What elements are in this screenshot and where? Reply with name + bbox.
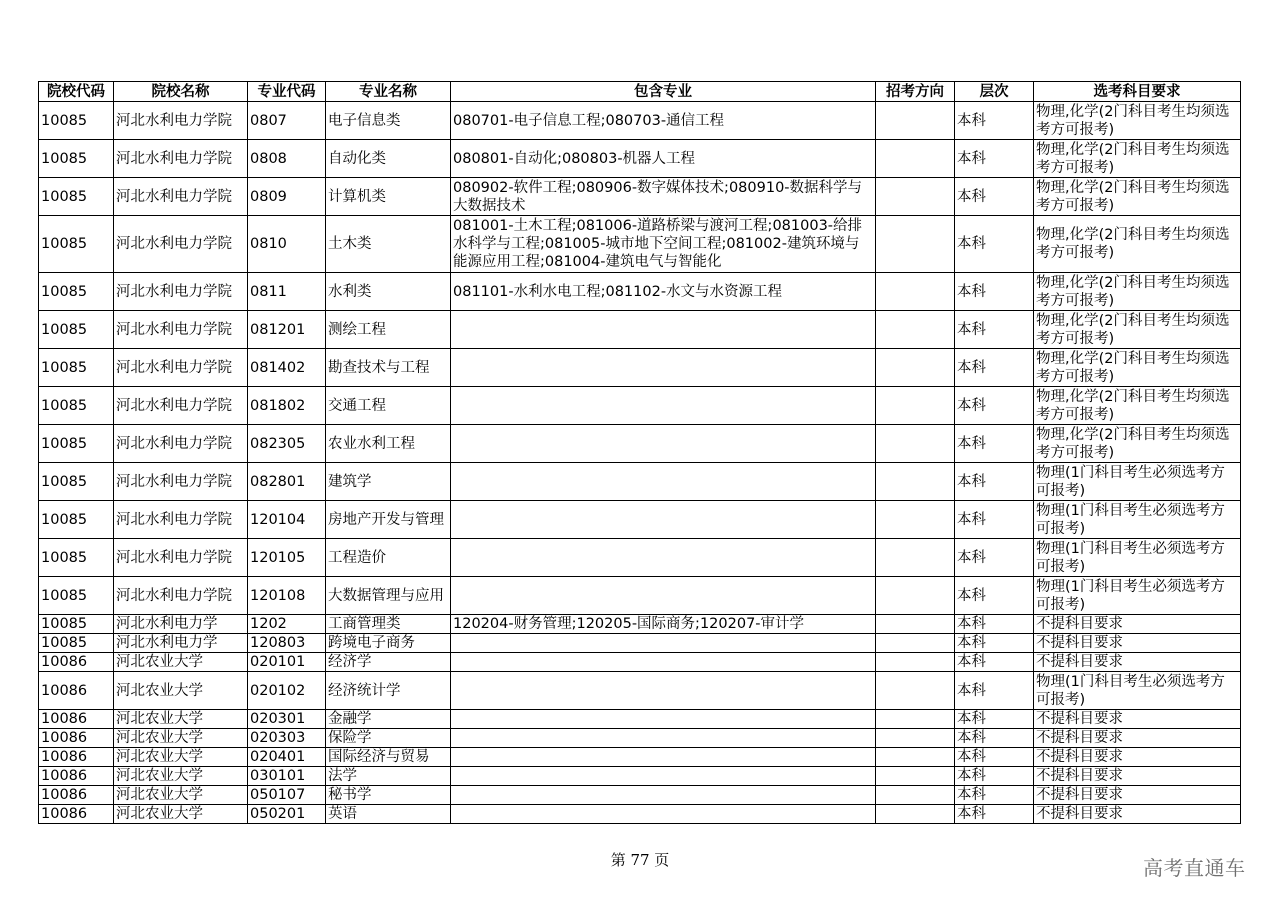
table-row xyxy=(39,653,1241,672)
cell-included-majors xyxy=(451,539,876,577)
cell-school-code: 10085 xyxy=(39,425,114,463)
cell-level: 本科 xyxy=(955,463,1034,501)
cell-major-code: 120104 xyxy=(248,501,326,539)
cell-major-name: 工商管理类 xyxy=(326,615,451,634)
cell-major-code: 020102 xyxy=(248,672,326,710)
cell-school-name: 河北水利电力学院 xyxy=(114,425,248,463)
cell-direction xyxy=(876,653,955,672)
cell-major-code: 020401 xyxy=(248,748,326,767)
cell-included-majors: 080701-电子信息工程;080703-通信工程 xyxy=(451,102,876,140)
cell-subject-requirement: 不提科目要求 xyxy=(1034,786,1241,805)
cell-included-majors xyxy=(451,786,876,805)
cell-school-name: 河北水利电力学院 xyxy=(114,102,248,140)
cell-direction xyxy=(876,102,955,140)
cell-school-name: 河北农业大学 xyxy=(114,729,248,748)
table-row xyxy=(39,425,1241,463)
cell-major-name: 水利类 xyxy=(326,273,451,311)
cell-major-code: 081402 xyxy=(248,349,326,387)
page-number: 第 77 页 xyxy=(610,851,670,869)
cell-major-name: 跨境电子商务 xyxy=(326,634,451,653)
cell-school-code: 10085 xyxy=(39,349,114,387)
cell-major-code: 081802 xyxy=(248,387,326,425)
cell-level: 本科 xyxy=(955,539,1034,577)
cell-included-majors xyxy=(451,729,876,748)
cell-school-code: 10086 xyxy=(39,805,114,824)
cell-major-code: 120803 xyxy=(248,634,326,653)
cell-school-name: 河北农业大学 xyxy=(114,710,248,729)
table-row xyxy=(39,577,1241,615)
cell-direction xyxy=(876,463,955,501)
cell-school-code: 10086 xyxy=(39,710,114,729)
cell-level: 本科 xyxy=(955,577,1034,615)
cell-major-name: 秘书学 xyxy=(326,786,451,805)
cell-level: 本科 xyxy=(955,615,1034,634)
cell-included-majors xyxy=(451,311,876,349)
table-row xyxy=(39,634,1241,653)
cell-direction xyxy=(876,729,955,748)
table-row xyxy=(39,216,1241,273)
cell-major-code: 082305 xyxy=(248,425,326,463)
cell-subject-requirement: 不提科目要求 xyxy=(1034,710,1241,729)
table-row xyxy=(39,672,1241,710)
cell-major-code: 020101 xyxy=(248,653,326,672)
table-row xyxy=(39,615,1241,634)
cell-level: 本科 xyxy=(955,672,1034,710)
cell-major-code: 0810 xyxy=(248,216,326,273)
cell-school-name: 河北水利电力学院 xyxy=(114,539,248,577)
cell-school-name: 河北农业大学 xyxy=(114,748,248,767)
cell-school-name: 河北农业大学 xyxy=(114,653,248,672)
cell-direction xyxy=(876,539,955,577)
cell-level: 本科 xyxy=(955,273,1034,311)
cell-subject-requirement: 不提科目要求 xyxy=(1034,729,1241,748)
cell-subject-requirement: 不提科目要求 xyxy=(1034,615,1241,634)
cell-school-code: 10086 xyxy=(39,672,114,710)
cell-level: 本科 xyxy=(955,311,1034,349)
cell-school-code: 10085 xyxy=(39,273,114,311)
cell-major-name: 法学 xyxy=(326,767,451,786)
cell-school-name: 河北水利电力学院 xyxy=(114,216,248,273)
cell-direction xyxy=(876,178,955,216)
cell-level: 本科 xyxy=(955,102,1034,140)
cell-direction xyxy=(876,710,955,729)
table-row xyxy=(39,349,1241,387)
cell-included-majors xyxy=(451,463,876,501)
cell-school-name: 河北水利电力学院 xyxy=(114,178,248,216)
cell-included-majors xyxy=(451,710,876,729)
cell-direction xyxy=(876,748,955,767)
table-row xyxy=(39,786,1241,805)
cell-major-name: 房地产开发与管理 xyxy=(326,501,451,539)
cell-major-code: 082801 xyxy=(248,463,326,501)
table-row xyxy=(39,463,1241,501)
table-body xyxy=(39,102,1241,824)
cell-school-code: 10085 xyxy=(39,178,114,216)
cell-included-majors xyxy=(451,577,876,615)
table-row xyxy=(39,102,1241,140)
cell-school-code: 10085 xyxy=(39,216,114,273)
header-level: 层次 xyxy=(955,82,1034,102)
cell-subject-requirement: 物理,化学(2门科目考生均须选考方可报考) xyxy=(1034,216,1241,273)
cell-level: 本科 xyxy=(955,805,1034,824)
cell-direction xyxy=(876,634,955,653)
cell-level: 本科 xyxy=(955,634,1034,653)
cell-school-code: 10086 xyxy=(39,729,114,748)
cell-major-name: 电子信息类 xyxy=(326,102,451,140)
header-row xyxy=(39,82,1241,102)
header-school-code: 院校代码 xyxy=(39,82,114,102)
cell-major-code: 0809 xyxy=(248,178,326,216)
cell-major-name: 建筑学 xyxy=(326,463,451,501)
cell-major-code: 0808 xyxy=(248,140,326,178)
cell-level: 本科 xyxy=(955,710,1034,729)
cell-level: 本科 xyxy=(955,349,1034,387)
cell-school-code: 10085 xyxy=(39,634,114,653)
cell-major-code: 1202 xyxy=(248,615,326,634)
cell-direction xyxy=(876,349,955,387)
cell-direction xyxy=(876,273,955,311)
table-row xyxy=(39,729,1241,748)
cell-school-code: 10085 xyxy=(39,102,114,140)
cell-included-majors xyxy=(451,672,876,710)
cell-school-name: 河北水利电力学院 xyxy=(114,463,248,501)
cell-school-name: 河北水利电力学院 xyxy=(114,577,248,615)
cell-major-name: 英语 xyxy=(326,805,451,824)
cell-school-code: 10086 xyxy=(39,748,114,767)
header-subject-requirement: 选考科目要求 xyxy=(1034,82,1241,102)
cell-major-code: 020301 xyxy=(248,710,326,729)
cell-direction xyxy=(876,216,955,273)
cell-major-name: 大数据管理与应用 xyxy=(326,577,451,615)
cell-school-name: 河北农业大学 xyxy=(114,805,248,824)
cell-subject-requirement: 物理,化学(2门科目考生均须选考方可报考) xyxy=(1034,311,1241,349)
cell-major-code: 020303 xyxy=(248,729,326,748)
cell-included-majors xyxy=(451,387,876,425)
cell-school-name: 河北水利电力学 xyxy=(114,615,248,634)
cell-school-name: 河北水利电力学院 xyxy=(114,140,248,178)
cell-major-code: 0811 xyxy=(248,273,326,311)
cell-major-code: 050201 xyxy=(248,805,326,824)
table-row xyxy=(39,178,1241,216)
cell-school-name: 河北水利电力学院 xyxy=(114,349,248,387)
cell-included-majors xyxy=(451,425,876,463)
cell-major-code: 030101 xyxy=(248,767,326,786)
cell-major-code: 0807 xyxy=(248,102,326,140)
cell-school-code: 10085 xyxy=(39,501,114,539)
cell-direction xyxy=(876,805,955,824)
cell-subject-requirement: 物理,化学(2门科目考生均须选考方可报考) xyxy=(1034,273,1241,311)
header-major-code: 专业代码 xyxy=(248,82,326,102)
cell-level: 本科 xyxy=(955,786,1034,805)
admissions-table xyxy=(38,81,1241,824)
cell-school-name: 河北水利电力学院 xyxy=(114,311,248,349)
cell-major-name: 土木类 xyxy=(326,216,451,273)
cell-subject-requirement: 物理,化学(2门科目考生均须选考方可报考) xyxy=(1034,178,1241,216)
table-row xyxy=(39,311,1241,349)
cell-included-majors xyxy=(451,634,876,653)
cell-included-majors: 081001-土木工程;081006-道路桥梁与渡河工程;081003-给排水科学与工程;081005-城市地下空间工程;081002-建筑环境与能源应用工程;081004-建筑电气与智能化 xyxy=(451,216,876,273)
table-row xyxy=(39,748,1241,767)
cell-school-code: 10085 xyxy=(39,615,114,634)
cell-included-majors xyxy=(451,501,876,539)
cell-major-name: 自动化类 xyxy=(326,140,451,178)
cell-subject-requirement: 物理,化学(2门科目考生均须选考方可报考) xyxy=(1034,387,1241,425)
cell-school-code: 10085 xyxy=(39,140,114,178)
cell-major-name: 测绘工程 xyxy=(326,311,451,349)
header-direction: 招考方向 xyxy=(876,82,955,102)
header-major-name: 专业名称 xyxy=(326,82,451,102)
cell-school-code: 10085 xyxy=(39,311,114,349)
cell-subject-requirement: 物理,化学(2门科目考生均须选考方可报考) xyxy=(1034,102,1241,140)
cell-school-name: 河北农业大学 xyxy=(114,767,248,786)
cell-included-majors: 120204-财务管理;120205-国际商务;120207-审计学 xyxy=(451,615,876,634)
cell-subject-requirement: 不提科目要求 xyxy=(1034,767,1241,786)
cell-direction xyxy=(876,615,955,634)
cell-school-name: 河北水利电力学院 xyxy=(114,273,248,311)
cell-direction xyxy=(876,786,955,805)
cell-level: 本科 xyxy=(955,729,1034,748)
cell-level: 本科 xyxy=(955,653,1034,672)
cell-school-code: 10085 xyxy=(39,539,114,577)
cell-school-code: 10085 xyxy=(39,387,114,425)
cell-subject-requirement: 物理(1门科目考生必须选考方可报考) xyxy=(1034,672,1241,710)
cell-direction xyxy=(876,672,955,710)
cell-subject-requirement: 物理(1门科目考生必须选考方可报考) xyxy=(1034,577,1241,615)
cell-school-name: 河北农业大学 xyxy=(114,672,248,710)
table-header xyxy=(39,82,1241,102)
cell-level: 本科 xyxy=(955,387,1034,425)
table-row xyxy=(39,387,1241,425)
cell-major-name: 国际经济与贸易 xyxy=(326,748,451,767)
cell-major-name: 经济学 xyxy=(326,653,451,672)
cell-included-majors xyxy=(451,349,876,387)
cell-school-name: 河北水利电力学 xyxy=(114,634,248,653)
cell-major-code: 120108 xyxy=(248,577,326,615)
cell-level: 本科 xyxy=(955,501,1034,539)
cell-direction xyxy=(876,577,955,615)
cell-subject-requirement: 不提科目要求 xyxy=(1034,634,1241,653)
table-row xyxy=(39,539,1241,577)
cell-major-name: 经济统计学 xyxy=(326,672,451,710)
cell-level: 本科 xyxy=(955,216,1034,273)
cell-subject-requirement: 物理,化学(2门科目考生均须选考方可报考) xyxy=(1034,140,1241,178)
watermark-logo: 高考直通车 xyxy=(1143,856,1246,880)
cell-school-code: 10086 xyxy=(39,767,114,786)
cell-direction xyxy=(876,140,955,178)
cell-included-majors xyxy=(451,748,876,767)
cell-direction xyxy=(876,311,955,349)
cell-major-name: 计算机类 xyxy=(326,178,451,216)
cell-included-majors xyxy=(451,653,876,672)
cell-major-name: 金融学 xyxy=(326,710,451,729)
cell-school-name: 河北水利电力学院 xyxy=(114,501,248,539)
cell-direction xyxy=(876,387,955,425)
cell-included-majors xyxy=(451,805,876,824)
cell-level: 本科 xyxy=(955,140,1034,178)
header-school-name: 院校名称 xyxy=(114,82,248,102)
table-row xyxy=(39,805,1241,824)
cell-major-name: 保险学 xyxy=(326,729,451,748)
cell-major-name: 农业水利工程 xyxy=(326,425,451,463)
cell-subject-requirement: 物理(1门科目考生必须选考方可报考) xyxy=(1034,501,1241,539)
cell-subject-requirement: 不提科目要求 xyxy=(1034,805,1241,824)
cell-level: 本科 xyxy=(955,767,1034,786)
cell-school-code: 10085 xyxy=(39,577,114,615)
cell-major-code: 120105 xyxy=(248,539,326,577)
cell-school-name: 河北水利电力学院 xyxy=(114,387,248,425)
cell-major-name: 工程造价 xyxy=(326,539,451,577)
cell-included-majors xyxy=(451,767,876,786)
cell-direction xyxy=(876,501,955,539)
table-row xyxy=(39,501,1241,539)
header-included-majors: 包含专业 xyxy=(451,82,876,102)
cell-school-code: 10085 xyxy=(39,463,114,501)
cell-included-majors: 080801-自动化;080803-机器人工程 xyxy=(451,140,876,178)
cell-direction xyxy=(876,767,955,786)
cell-school-name: 河北农业大学 xyxy=(114,786,248,805)
cell-level: 本科 xyxy=(955,178,1034,216)
cell-subject-requirement: 物理(1门科目考生必须选考方可报考) xyxy=(1034,539,1241,577)
cell-level: 本科 xyxy=(955,425,1034,463)
cell-major-code: 050107 xyxy=(248,786,326,805)
cell-school-code: 10086 xyxy=(39,786,114,805)
cell-level: 本科 xyxy=(955,748,1034,767)
cell-major-name: 交通工程 xyxy=(326,387,451,425)
table-row xyxy=(39,710,1241,729)
cell-major-name: 勘查技术与工程 xyxy=(326,349,451,387)
table-row xyxy=(39,273,1241,311)
cell-subject-requirement: 物理,化学(2门科目考生均须选考方可报考) xyxy=(1034,425,1241,463)
table-row xyxy=(39,140,1241,178)
cell-subject-requirement: 不提科目要求 xyxy=(1034,748,1241,767)
cell-included-majors: 080902-软件工程;080906-数字媒体技术;080910-数据科学与大数据技术 xyxy=(451,178,876,216)
table-row xyxy=(39,767,1241,786)
cell-subject-requirement: 物理,化学(2门科目考生均须选考方可报考) xyxy=(1034,349,1241,387)
cell-subject-requirement: 物理(1门科目考生必须选考方可报考) xyxy=(1034,463,1241,501)
cell-direction xyxy=(876,425,955,463)
cell-major-code: 081201 xyxy=(248,311,326,349)
cell-included-majors: 081101-水利水电工程;081102-水文与水资源工程 xyxy=(451,273,876,311)
cell-subject-requirement: 不提科目要求 xyxy=(1034,653,1241,672)
cell-school-code: 10086 xyxy=(39,653,114,672)
